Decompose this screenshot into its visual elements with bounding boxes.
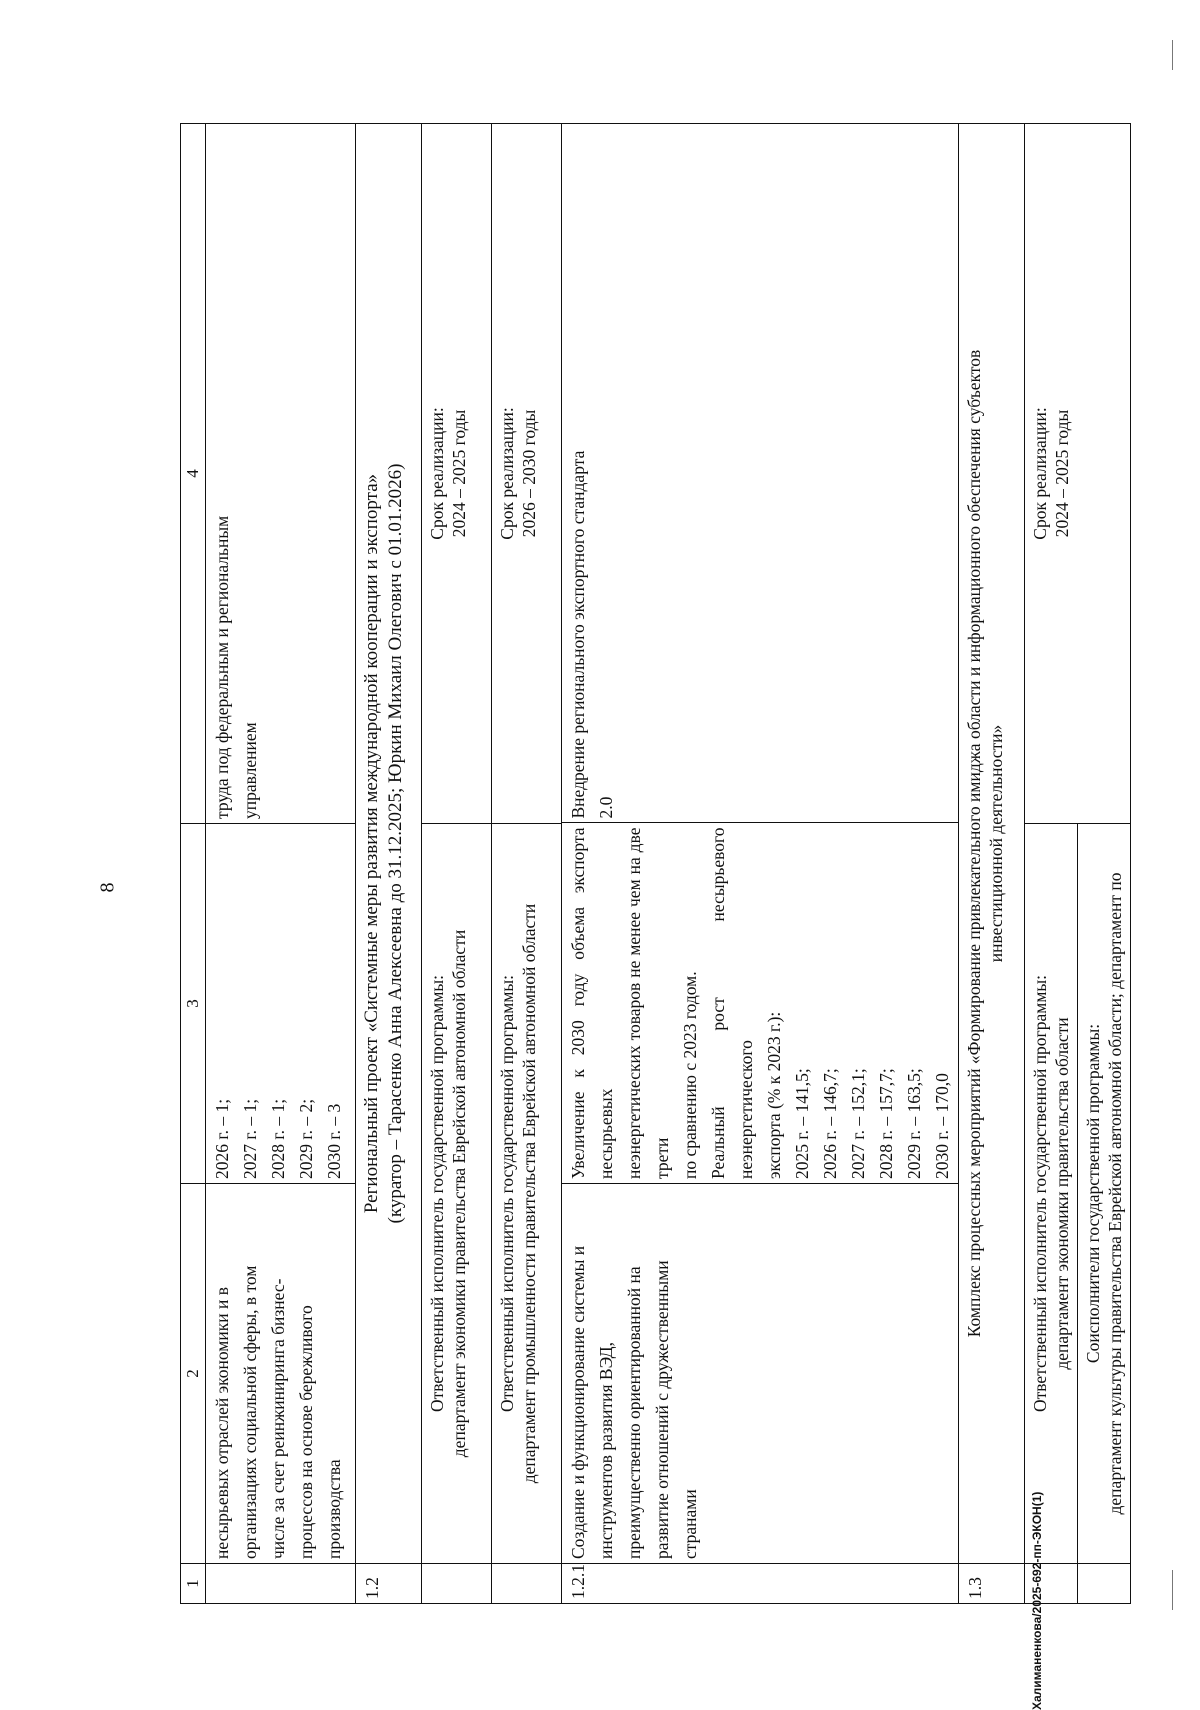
table-header-row bbox=[181, 124, 206, 1604]
value-line: 2030 г. – 170,0 bbox=[932, 1073, 952, 1179]
cell-link bbox=[206, 124, 356, 824]
table-row-continuation bbox=[206, 124, 356, 1604]
table-row-responsible-2 bbox=[492, 124, 562, 1604]
term-label: Срок реализации: bbox=[1030, 407, 1050, 540]
task-line: инструментов развития ВЭД, bbox=[596, 1342, 616, 1559]
value-line: 2029 г. – 2; bbox=[296, 1098, 316, 1179]
task-line: организациях социальной сферы, в том bbox=[240, 1265, 260, 1559]
cell-effect-link bbox=[562, 124, 959, 1184]
responsible-label: Ответственный исполнитель государственной программы: bbox=[1030, 974, 1050, 1413]
task-line: преимущественно ориентированной на bbox=[624, 1266, 644, 1559]
cell-num bbox=[422, 1564, 492, 1604]
nested-effect-table bbox=[562, 123, 958, 1183]
program-table bbox=[180, 123, 1131, 1604]
term-value: 2024 – 2025 годы bbox=[449, 409, 469, 538]
value-line: 2029 г. – 163,5; bbox=[904, 1068, 924, 1179]
term-cell bbox=[1025, 124, 1131, 824]
table-row-1-2-1 bbox=[562, 124, 959, 1604]
complex-title-cont: инвестиционной деятельности» bbox=[986, 724, 1006, 963]
task-line: несырьевых отраслей экономики и в bbox=[212, 1287, 232, 1559]
responsible-label: Ответственный исполнитель государственной программы: bbox=[497, 974, 517, 1413]
cell-num: 1.2.1 bbox=[562, 1564, 959, 1604]
scan-mark bbox=[1172, 40, 1173, 70]
value-line: 2026 г. – 146,7; bbox=[820, 1068, 840, 1179]
link-line: труда под федеральным и региональным bbox=[212, 515, 232, 819]
value-line: 2030 г. – 3 bbox=[324, 1103, 344, 1179]
cell-num bbox=[1025, 1564, 1078, 1604]
task-line: Создание и функционирование системы и bbox=[568, 1245, 588, 1559]
term-label: Срок реализации: bbox=[497, 407, 517, 540]
header-col-1: 1 bbox=[181, 1564, 206, 1604]
cell-num bbox=[1078, 1564, 1131, 1604]
task-line: производства bbox=[324, 1459, 344, 1559]
rotated-table-wrapper bbox=[180, 124, 1180, 1604]
project-curator: (куратор – Тарасенко Анна Алексеевна до 31.12.2025; Юркин Михаил Олегович с 01.01.2026) bbox=[385, 463, 406, 1224]
responsible-cell bbox=[492, 824, 562, 1564]
value-line: 2027 г. – 1; bbox=[240, 1098, 260, 1179]
term-value: 2026 – 2030 годы bbox=[519, 409, 539, 538]
header-col-4: 4 bbox=[181, 124, 206, 824]
header-col-2: 2 bbox=[181, 1184, 206, 1564]
cell-effect bbox=[562, 823, 958, 1183]
value-line: 2028 г. – 1; bbox=[268, 1098, 288, 1179]
document-id: Халиманенкова/2025-692-пп-ЭКОН(1) bbox=[1030, 1491, 1044, 1710]
link-line: 2.0 bbox=[596, 796, 616, 819]
term-value: 2024 – 2025 годы bbox=[1052, 409, 1072, 538]
task-line: развитие отношений с дружественными bbox=[652, 1260, 672, 1559]
term-cell bbox=[492, 124, 562, 824]
responsible-cell bbox=[422, 824, 492, 1564]
cell-num: 1.3 bbox=[959, 1564, 1025, 1604]
co-executors-cell bbox=[1078, 824, 1131, 1564]
link-line: управлением bbox=[240, 722, 260, 819]
link-line: Внедрение регионального экспортного стандарта bbox=[568, 450, 588, 819]
complex-title: Комплекс процессных мероприятий «Формирование привлекательного имиджа области и информационного обеспечения субъектов bbox=[964, 349, 984, 1338]
cell-task bbox=[206, 1184, 356, 1564]
task-line: числе за счет реинжиниринга бизнес- bbox=[268, 1278, 288, 1559]
cell-num bbox=[492, 1564, 562, 1604]
table-row-1-2 bbox=[356, 124, 422, 1604]
co-executors-dept: департамент культуры правительства Еврейской автономной области; департамент по bbox=[1105, 872, 1125, 1515]
value-line: 2028 г. – 157,7; bbox=[876, 1068, 896, 1179]
cell-link bbox=[562, 123, 958, 823]
responsible-label: Ответственный исполнитель государственной программы: bbox=[427, 974, 447, 1413]
value-line: 2025 г. – 141,5; bbox=[792, 1068, 812, 1179]
responsible-dept: департамент экономики правительства Еврейской автономной области bbox=[449, 929, 469, 1458]
cell-num bbox=[206, 1564, 356, 1604]
term-label: Срок реализации: bbox=[427, 407, 447, 540]
table-row-responsible-3 bbox=[1025, 124, 1078, 1604]
value-line: 2026 г. – 1; bbox=[212, 1098, 232, 1179]
responsible-dept: департамент экономики правительства области bbox=[1052, 1017, 1072, 1370]
value-line: 2027 г. – 152,1; bbox=[848, 1068, 868, 1179]
co-executors-label: Соисполнители государственной программы: bbox=[1083, 1023, 1103, 1364]
effect-line: Реальный рост несырьевого неэнергетического bbox=[708, 827, 756, 1179]
effect-line: неэнергетических товаров не менее чем на две трети bbox=[624, 827, 672, 1179]
task-line: странами bbox=[680, 1489, 700, 1559]
table-row-responsible-1 bbox=[422, 124, 492, 1604]
page-number: 8 bbox=[96, 882, 119, 893]
term-cell bbox=[422, 124, 492, 824]
cell-task bbox=[562, 1184, 959, 1564]
responsible-cell bbox=[1025, 824, 1078, 1564]
complex-title-cell bbox=[959, 124, 1025, 1564]
cell-num: 1.2 bbox=[356, 1564, 422, 1604]
responsible-dept: департамент промышленности правительства Еврейской автономной области bbox=[519, 903, 539, 1484]
project-title: Региональный проект «Системные меры развития международной кооперации и экспорта» bbox=[361, 473, 382, 1214]
task-line: процессов на основе бережливого bbox=[296, 1305, 316, 1559]
effect-line: Увеличение к 2030 году объема экспорта несырьевых bbox=[568, 827, 616, 1179]
effect-line: экспорта (% к 2023 г.): bbox=[764, 1011, 784, 1179]
effect-line: по сравнению с 2023 годом. bbox=[680, 971, 700, 1179]
table-row-1-3 bbox=[959, 124, 1025, 1604]
project-title-cell bbox=[356, 124, 422, 1564]
header-col-3: 3 bbox=[181, 824, 206, 1184]
cell-effect bbox=[206, 824, 356, 1184]
